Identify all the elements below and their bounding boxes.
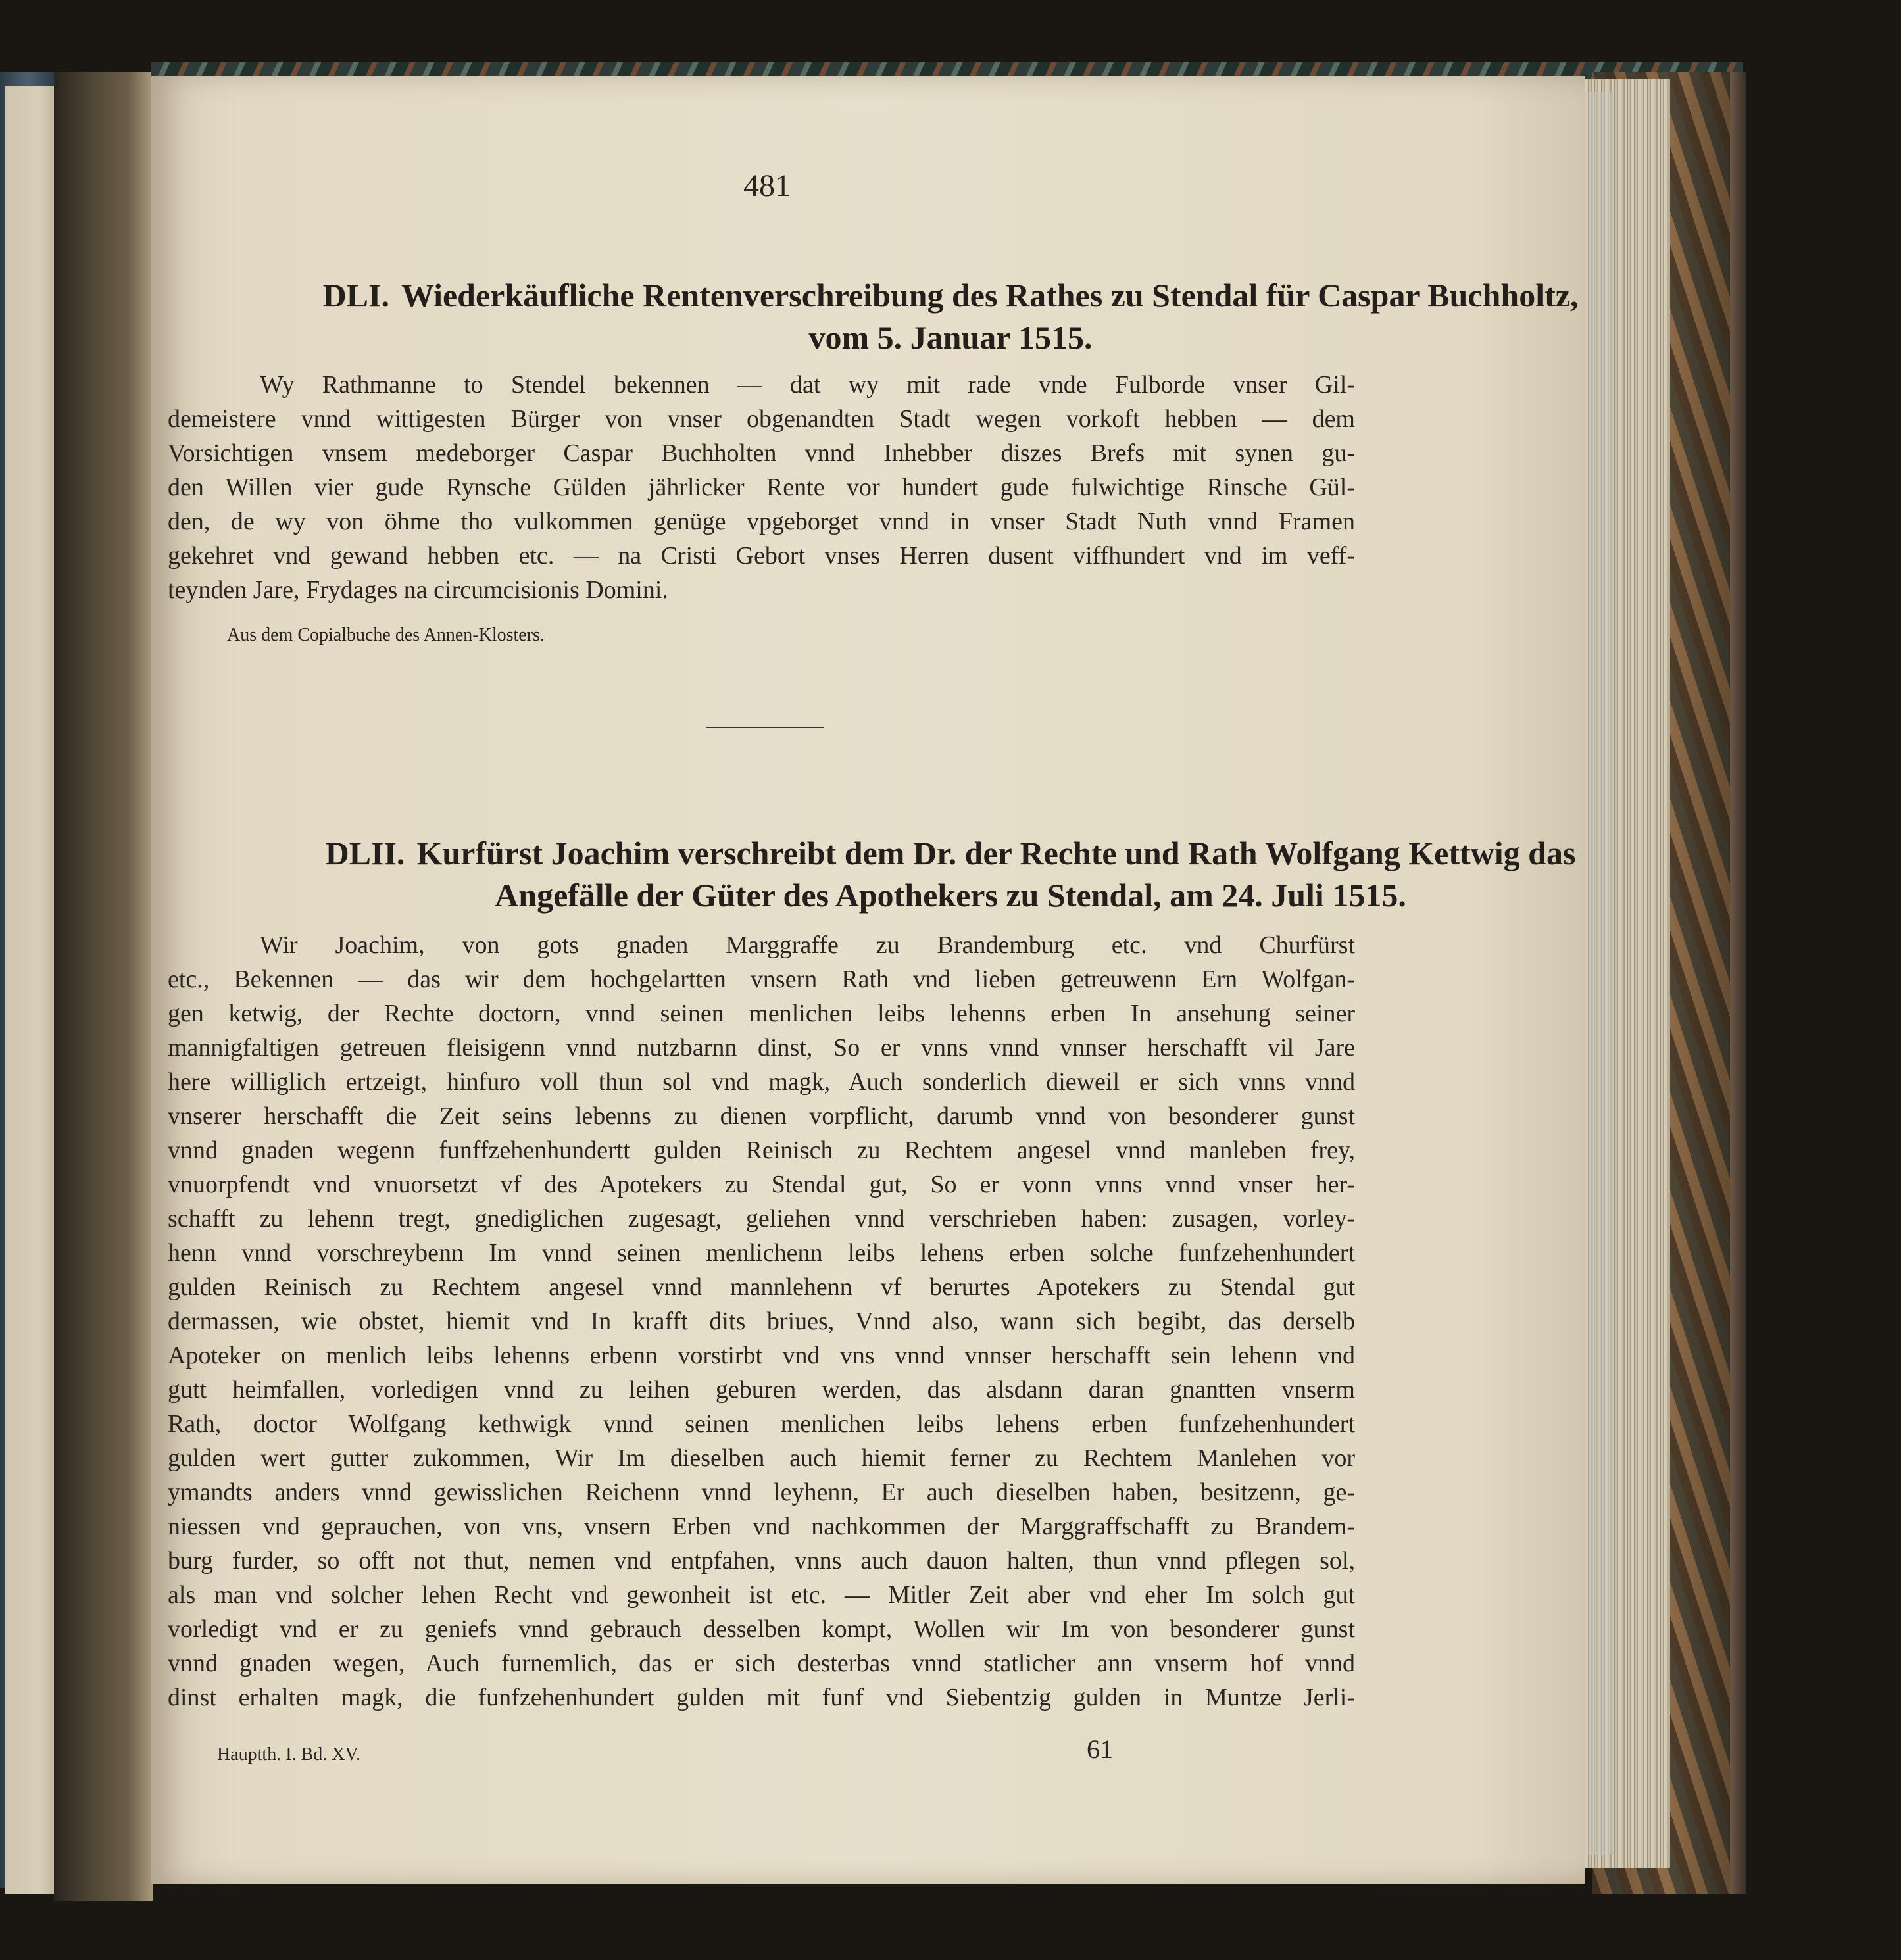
body-line: gen ketwig, der Rechte doctorn, vnnd seinen menlichen leibs lehenns erben In ansehung seiner [168, 1000, 1355, 1027]
body-line: etc., Bekennen — das wir dem hochgelartten vnsern Rath vnd lieben getreuwenn Ern Wolfgan- [168, 966, 1355, 993]
body-line: gekehret vnd gewand hebben etc. — na Cristi Gebort vnses Herren dusent viffhundert vnd im veff- [168, 542, 1355, 570]
body-line: mannigfaltigen getreuen fleisigenn vnnd nutzbarnn dinst, So er vnns vnnd vnnser herschafft vil Jare [168, 1034, 1355, 1062]
body-line: niessen vnd geprauchen, von vns, vnsern Erben vnd nachkommen der Marggraffschafft zu Brandem- [168, 1513, 1355, 1540]
section-1-source: Aus dem Copialbuche des Annen-Klosters. [227, 625, 545, 645]
body-line: dermassen, wie obstet, hiemit vnd In krafft dits briues, Vnnd also, wann sich begibt, das derselb [168, 1308, 1355, 1335]
section-2-title-text: Kurfürst Joachim verschreibt dem Dr. der Rechte und Rath Wolfgang Kettwig das [416, 835, 1576, 871]
footer-volume: Hauptth. I. Bd. XV. [217, 1744, 361, 1765]
body-line: vnserer herschafft die Zeit seins lebenns zu dienen vorpflicht, darumb vnnd von besonderer gunst [168, 1102, 1355, 1130]
section-1-title-line-1 [0, 276, 1901, 314]
section-1-number: DLI. [322, 277, 389, 314]
section-2-number: DLII. [325, 835, 405, 871]
body-line: ymandts anders vnnd gewisslichen Reichenn vnnd leyhenn, Er auch dieselben haben, besitzenn, ge- [168, 1479, 1355, 1506]
body-line: vnuorpfendt vnd vnuorsetzt vf des Apotekers zu Stendal gut, So er vonn vnns vnnd vnser her- [168, 1171, 1355, 1198]
body-line: teynden Jare, Frydages na circumcisionis Domini. [168, 576, 668, 604]
section-1-title-line-2: vom 5. Januar 1515. [808, 319, 1093, 356]
body-line: vnnd gnaden wegenn funffzehenhundertt gulden Reinisch zu Rechtem angesel vnnd manleben frey, [168, 1137, 1355, 1164]
body-line: den, de wy von öhme tho vulkommen genüge vpgeborget vnnd in vnser Stadt Nuth vnnd Framen [168, 508, 1355, 535]
section-divider [706, 727, 824, 728]
body-line: den Willen vier gude Rynsche Gülden jährlicker Rente vor hundert gude fulwichtige Rinsche Gül- [168, 474, 1355, 501]
body-line: schafft zu lehenn tregt, gnediglichen zugesagt, geliehen vnnd verschrieben haben: zusagen, vorley- [168, 1205, 1355, 1233]
body-line: gutt heimfallen, vorledigen vnnd zu leihen geburen werden, das alsdann daran gnantten vnserm [168, 1376, 1355, 1404]
body-line: henn vnnd vorschreybenn Im vnnd seinen menlichenn leibs lehens erben solche funfzehenhundert [168, 1239, 1355, 1267]
body-line: here williglich ertzeigt, hinfuro voll thun sol vnd magk, Auch sonderlich dieweil er sich vnns vnnd [168, 1068, 1355, 1096]
section-2-title-line-2: Angefälle der Güter des Apothekers zu Stendal, am 24. Juli 1515. [495, 877, 1406, 914]
body-line: vnnd gnaden wegen, Auch furnemlich, das er sich desterbas vnnd statlicher ann vnserm hof vnnd [168, 1650, 1355, 1677]
footer-sheet-number: 61 [1087, 1734, 1113, 1764]
body-line: Apoteker on menlich leibs lehenns erbenn vorstirbt vnd vns vnnd vnnser herschafft sein lehenn vnd [168, 1342, 1355, 1369]
body-line: Rath, doctor Wolfgang kethwigk vnnd seinen menlichen leibs lehens erben funfzehenhundert [168, 1410, 1355, 1438]
page-number: 481 [743, 168, 791, 203]
section-1-title-text: Wiederkäufliche Rentenverschreibung des Rathes zu Stendal für Caspar Buchholtz, [401, 277, 1579, 314]
body-line: als man vnd solcher lehen Recht vnd gewonheit ist etc. — Mitler Zeit aber vnd eher Im solch gut [168, 1581, 1355, 1609]
body-line: Wir Joachim, von gots gnaden Marggraffe zu Brandemburg etc. vnd Churfürst [260, 931, 1355, 959]
section-2-body [168, 931, 1355, 1711]
body-line: demeistere vnnd wittigesten Bürger von vnser obgenandten Stadt wegen vorkoft hebben — dem [168, 405, 1355, 433]
body-line: Vorsichtigen vnsem medeborger Caspar Buchholten vnnd Inhebber diszes Brefs mit synen gu- [168, 439, 1355, 467]
body-line: dinst erhalten magk, die funfzehenhundert gulden mit funf vnd Siebentzig gulden in Muntze Jerli- [168, 1684, 1355, 1711]
section-1-body [168, 371, 1355, 604]
body-line: gulden Reinisch zu Rechtem angesel vnnd mannlehenn vf berurtes Apotekers zu Stendal gut [168, 1273, 1355, 1301]
section-2-title-line-1 [0, 834, 1901, 872]
body-line: gulden wert gutter zukommen, Wir Im dieselben auch hiemit ferner zu Rechtem Manlehen vor [168, 1444, 1355, 1472]
body-line: burg furder, so offt not thut, nemen vnd entpfahen, vnns auch dauon halten, thun vnnd pflegen sol, [168, 1547, 1355, 1575]
body-line: vorledigt vnd er zu geniefs vnnd gebrauch desselben kompt, Wollen wir Im von besonderer gunst [168, 1615, 1355, 1643]
body-line: Wy Rathmanne to Stendel bekennen — dat wy mit rade vnde Fulborde vnser Gil- [260, 371, 1355, 399]
